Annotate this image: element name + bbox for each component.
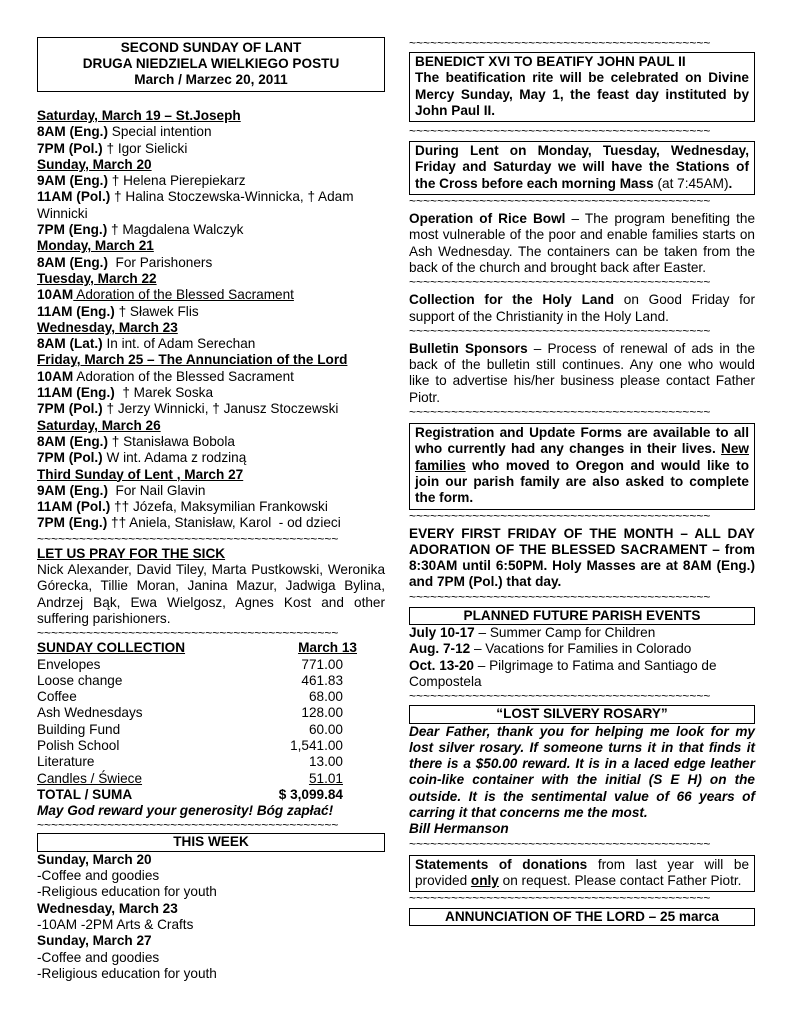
benedict-text: The beatification rite will be celebrated on Divine Mercy Sunday, May 1, the feast day instituted by John Paul II. <box>415 70 749 118</box>
mass-entry <box>37 255 385 271</box>
collection-label: Building Fund <box>37 721 121 737</box>
this-week-heading-box <box>37 833 385 851</box>
mass-intention: Adoration of the Blessed Sacrament <box>73 287 294 303</box>
mass-intention: Special intention <box>107 124 212 140</box>
mass-time: 8AM (Lat.) <box>37 336 103 352</box>
collection-amount: 771.00 <box>301 656 343 672</box>
mass-entry <box>37 401 385 417</box>
sponsors-text: – Process of renewal of ads in the back of the bulletin still continues. Any one who would like to advertise his/her business please contact Father Piotr. <box>409 340 756 405</box>
registration-text: Registration and Update Forms are available to all who currently had any changes in their lives. <box>415 425 749 457</box>
bulletin-header-box <box>37 37 385 92</box>
collection-amount: 60.00 <box>308 721 343 737</box>
registration-box <box>409 423 755 509</box>
collection-header-row <box>37 640 357 656</box>
mass-time: 11AM (Pol.) <box>37 189 111 205</box>
collection-row <box>37 673 357 689</box>
mass-entry <box>37 222 385 238</box>
collection-label: Candles / Świece <box>37 770 143 786</box>
collection-label: Literature <box>37 754 95 770</box>
event-item <box>409 658 755 691</box>
mass-entry <box>37 304 385 320</box>
mass-entry <box>37 189 385 222</box>
mass-time: 9AM (Eng.) <box>37 173 108 189</box>
mass-time: 8AM (Eng.) <box>37 254 108 270</box>
event-date: July 10-17 <box>409 625 475 641</box>
collection-row <box>37 722 357 738</box>
mass-time: 9AM (Eng.) <box>37 482 108 498</box>
collection-section <box>37 640 385 819</box>
events-heading: PLANNED FUTURE PARISH EVENTS <box>463 607 701 623</box>
mass-time: 7PM (Pol.) <box>37 450 103 466</box>
collection-date: March 13 <box>298 640 357 656</box>
stations-time: (at 7:45AM) <box>653 175 729 191</box>
collection-amount: 13.00 <box>308 754 343 770</box>
mass-entry <box>37 434 385 450</box>
this-week-item: -Religious education for youth <box>37 965 217 981</box>
benedict-title: BENEDICT XVI TO BEATIFY JOHN PAUL II <box>415 54 686 69</box>
rice-bowl-title: Operation of Rice Bowl <box>409 211 566 227</box>
mass-entry <box>37 336 385 352</box>
header-title-polish: DRUGA NIEDZIELA WIELKIEGO POSTU <box>82 56 340 71</box>
mass-intention: †† Józefa, Maksymilian Frankowski <box>110 499 328 515</box>
mass-entry <box>37 385 385 401</box>
mass-intention: † Igor Sielicki <box>102 140 188 156</box>
tilde-divider: ~~~~~~~~~~~~~~~~~~~~~~~~~~~~~~~~~~~~~~~~~~~ <box>409 276 711 290</box>
mass-time: 10AM <box>37 287 74 303</box>
sick-section <box>37 546 385 627</box>
schedule-day-heading: Third Sunday of Lent , March 27 <box>37 466 244 482</box>
annunciation-heading-box <box>409 908 755 926</box>
mass-entry <box>37 124 385 140</box>
rosary-signature: Bill Hermanson <box>409 821 509 837</box>
holy-land-title: Collection for the Holy Land <box>409 292 615 308</box>
events-heading-box <box>409 607 755 625</box>
tilde-divider: ~~~~~~~~~~~~~~~~~~~~~~~~~~~~~~~~~~~~~~~~~~~ <box>37 532 339 546</box>
event-description: – Summer Camp for Children <box>474 625 656 641</box>
tilde-divider: ~~~~~~~~~~~~~~~~~~~~~~~~~~~~~~~~~~~~~~~~~~~ <box>409 837 711 851</box>
rice-bowl-section <box>409 211 755 276</box>
donations-title: Statements of donations <box>415 856 588 872</box>
annunciation-heading: ANNUNCIATION OF THE LORD – 25 marca <box>445 909 719 925</box>
event-date: Oct. 13-20 <box>409 657 474 673</box>
rosary-text: Dear Father, thank you for helping me look for my lost silver rosary. If someone turns it in that finds it there is a $50.00 reward. It is in a laced edge leather coin-like container with the initial (S E H) on the outside. It is the sentimental value of 66 years of carring it that concerns me the most. <box>409 723 755 820</box>
events-list <box>409 625 755 690</box>
rosary-heading: “LOST SILVERY ROSARY” <box>496 706 668 722</box>
this-week-item: -Religious education for youth <box>37 884 217 900</box>
event-description: – Vacations for Families in Colorado <box>470 641 692 657</box>
schedule-day-heading: Saturday, March 19 – St.Joseph <box>37 108 241 123</box>
collection-row <box>37 689 357 705</box>
header-date: March / Marzec 20, 2011 <box>134 72 288 87</box>
mass-intention: † Marek Soska <box>114 385 214 401</box>
stations-text: During Lent on Monday, Tuesday, Wednesday, Friday and Saturday we will have the Stations of the Cross before each morning Mass <box>415 143 749 191</box>
mass-intention: For Nail Glavin <box>107 482 206 498</box>
right-column <box>409 0 755 926</box>
collection-label: Ash Wednesdays <box>37 705 143 721</box>
mass-time: 11AM (Eng.) <box>37 303 115 319</box>
stations-box <box>409 141 755 195</box>
tilde-divider: ~~~~~~~~~~~~~~~~~~~~~~~~~~~~~~~~~~~~~~~~~~~ <box>37 627 339 641</box>
tilde-divider: ~~~~~~~~~~~~~~~~~~~~~~~~~~~~~~~~~~~~~~~~~~~ <box>409 324 711 338</box>
collection-row <box>37 705 357 721</box>
schedule-day-heading: Wednesday, March 23 <box>37 319 178 335</box>
holy-land-section <box>409 292 755 325</box>
registration-text-2: who moved to Oregon and would like to join our parish family are also asked to complete the form. <box>415 457 749 506</box>
registration-new-families: New families <box>415 441 749 473</box>
collection-total-row <box>37 787 357 803</box>
collection-table <box>37 640 357 803</box>
schedule-day-heading: Friday, March 25 – The Annunciation of the Lord <box>37 352 348 368</box>
tilde-divider: ~~~~~~~~~~~~~~~~~~~~~~~~~~~~~~~~~~~~~~~~~~~ <box>409 37 711 50</box>
mass-intention: †† Aniela, Stanisław, Karol - od dzieci <box>107 515 341 531</box>
collection-thanks: May God reward your generosity! Bóg zapłać! <box>37 803 334 819</box>
tilde-divider: ~~~~~~~~~~~~~~~~~~~~~~~~~~~~~~~~~~~~~~~~~~~ <box>409 125 711 139</box>
mass-intention: W int. Adama z rodziną <box>102 450 247 466</box>
mass-schedule <box>37 108 385 532</box>
collection-heading: SUNDAY COLLECTION <box>37 640 186 656</box>
collection-amount: 1,541.00 <box>290 737 343 753</box>
collection-label: Coffee <box>37 689 77 705</box>
schedule-day-heading: Monday, March 21 <box>37 238 154 254</box>
mass-intention: In int. of Adam Serechan <box>102 336 256 352</box>
mass-time: 8AM (Eng.) <box>37 124 108 140</box>
mass-time: 7PM (Pol.) <box>37 140 103 156</box>
this-week-item: Sunday, March 27 <box>37 933 152 949</box>
schedule-day-heading: Sunday, March 20 <box>37 156 152 172</box>
schedule-day-heading: Tuesday, March 22 <box>37 270 157 286</box>
collection-amount: 68.00 <box>308 689 343 705</box>
collection-total-label: TOTAL / SUMA <box>37 786 133 802</box>
mass-intention: † Stanisława Bobola <box>107 433 235 449</box>
tilde-divider: ~~~~~~~~~~~~~~~~~~~~~~~~~~~~~~~~~~~~~~~~~~~ <box>409 195 711 209</box>
holy-land-text: on Good Friday for support of the Christianity in the Holy Land. <box>409 292 755 324</box>
first-friday-section <box>409 526 755 591</box>
mass-time: 7PM (Pol.) <box>37 401 103 417</box>
collection-label: Loose change <box>37 672 123 688</box>
tilde-divider: ~~~~~~~~~~~~~~~~~~~~~~~~~~~~~~~~~~~~~~~~~~~ <box>409 406 711 420</box>
mass-intention: † Magdalena Walczyk <box>107 222 244 238</box>
first-friday-text: EVERY FIRST FRIDAY OF THE MONTH – ALL DAY ADORATION OF THE BLESSED SACRAMENT – from 8:30AM until 6:50PM. Holy Masses are at 8AM (Eng.) and 7PM (Pol.) that day. <box>409 525 755 590</box>
mass-entry <box>37 287 385 303</box>
mass-intention: † Halina Stoczewska-Winnicka, † Adam Winnicki <box>37 189 358 221</box>
tilde-divider: ~~~~~~~~~~~~~~~~~~~~~~~~~~~~~~~~~~~~~~~~~~~ <box>409 509 711 523</box>
mass-intention: For Parishoners <box>107 254 213 270</box>
mass-entry <box>37 483 385 499</box>
sponsors-section <box>409 341 755 406</box>
collection-total-value: $ 3,099.84 <box>278 786 343 802</box>
collection-row <box>37 771 357 787</box>
mass-entry <box>37 515 385 531</box>
event-item <box>409 625 755 641</box>
mass-entry <box>37 450 385 466</box>
event-item <box>409 641 755 657</box>
collection-row <box>37 738 357 754</box>
mass-intention: † Helena Pierepiekarz <box>107 173 246 189</box>
stations-period: . <box>728 175 733 191</box>
donations-text: from last year will be provided <box>415 856 750 888</box>
sick-heading: LET US PRAY FOR THE SICK <box>37 545 226 561</box>
sponsors-title: Bulletin Sponsors <box>409 340 528 356</box>
benedict-box <box>409 52 755 122</box>
collection-amount: 461.83 <box>301 672 343 688</box>
donations-box <box>409 855 755 893</box>
donations-only: only <box>470 872 499 888</box>
mass-entry <box>37 173 385 189</box>
mass-time: 8AM (Eng.) <box>37 433 108 449</box>
mass-time: 7PM (Eng.) <box>37 222 108 238</box>
mass-intention: † Sławek Flis <box>114 303 199 319</box>
schedule-day-heading: Saturday, March 26 <box>37 417 161 433</box>
this-week-item: Wednesday, March 23 <box>37 900 178 916</box>
collection-row <box>37 657 357 673</box>
mass-intention: Adoration of the Blessed Sacrament <box>73 368 294 384</box>
event-date: Aug. 7-12 <box>409 641 471 657</box>
tilde-divider: ~~~~~~~~~~~~~~~~~~~~~~~~~~~~~~~~~~~~~~~~~~~ <box>409 892 711 906</box>
header-title-english: SECOND SUNDAY OF LANT <box>120 40 302 55</box>
mass-entry <box>37 499 385 515</box>
mass-time: 7PM (Eng.) <box>37 515 108 531</box>
mass-time: 11AM (Pol.) <box>37 499 111 515</box>
mass-time: 11AM (Eng.) <box>37 385 115 401</box>
mass-entry <box>37 141 385 157</box>
collection-amount: 51.01 <box>308 770 343 786</box>
this-week-list <box>37 852 385 982</box>
rosary-heading-box <box>409 705 755 723</box>
collection-amount: 128.00 <box>301 705 343 721</box>
rice-bowl-text: – The program benefiting the most vulnerable of the poor and enable families starts on Ash Wednesday. The containers can be taken from the back of the church and brought back after Easter. <box>409 211 756 275</box>
mass-entry <box>37 369 385 385</box>
event-description: – Pilgrimage to Fatima and Santiago de Compostela <box>409 657 717 689</box>
collection-label: Envelopes <box>37 656 101 672</box>
this-week-item: Sunday, March 20 <box>37 851 152 867</box>
collection-row <box>37 754 357 770</box>
left-column <box>37 0 385 982</box>
this-week-item: -10AM -2PM Arts & Crafts <box>37 916 194 932</box>
mass-intention: † Jerzy Winnicki, † Janusz Stoczewski <box>102 401 339 417</box>
this-week-item: -Coffee and goodies <box>37 868 160 884</box>
tilde-divider: ~~~~~~~~~~~~~~~~~~~~~~~~~~~~~~~~~~~~~~~~~~~ <box>409 590 711 604</box>
this-week-heading: THIS WEEK <box>173 834 249 850</box>
tilde-divider: ~~~~~~~~~~~~~~~~~~~~~~~~~~~~~~~~~~~~~~~~~~~ <box>37 819 339 833</box>
collection-label: Polish School <box>37 737 120 753</box>
sick-list: Nick Alexander, David Tiley, Marta Pustkowski, Weronika Górecka, Tillie Moran, Janina Mazur, Jadwiga Bylina, Andrzej Bąk, Ewa Wielgosz, Agnes Kost and other suffering parishioners. <box>37 562 385 626</box>
tilde-divider: ~~~~~~~~~~~~~~~~~~~~~~~~~~~~~~~~~~~~~~~~~~~ <box>409 690 711 704</box>
mass-time: 10AM <box>37 368 74 384</box>
this-week-item: -Coffee and goodies <box>37 949 160 965</box>
donations-text-2: on request. Please contact Father Piotr. <box>498 872 742 888</box>
